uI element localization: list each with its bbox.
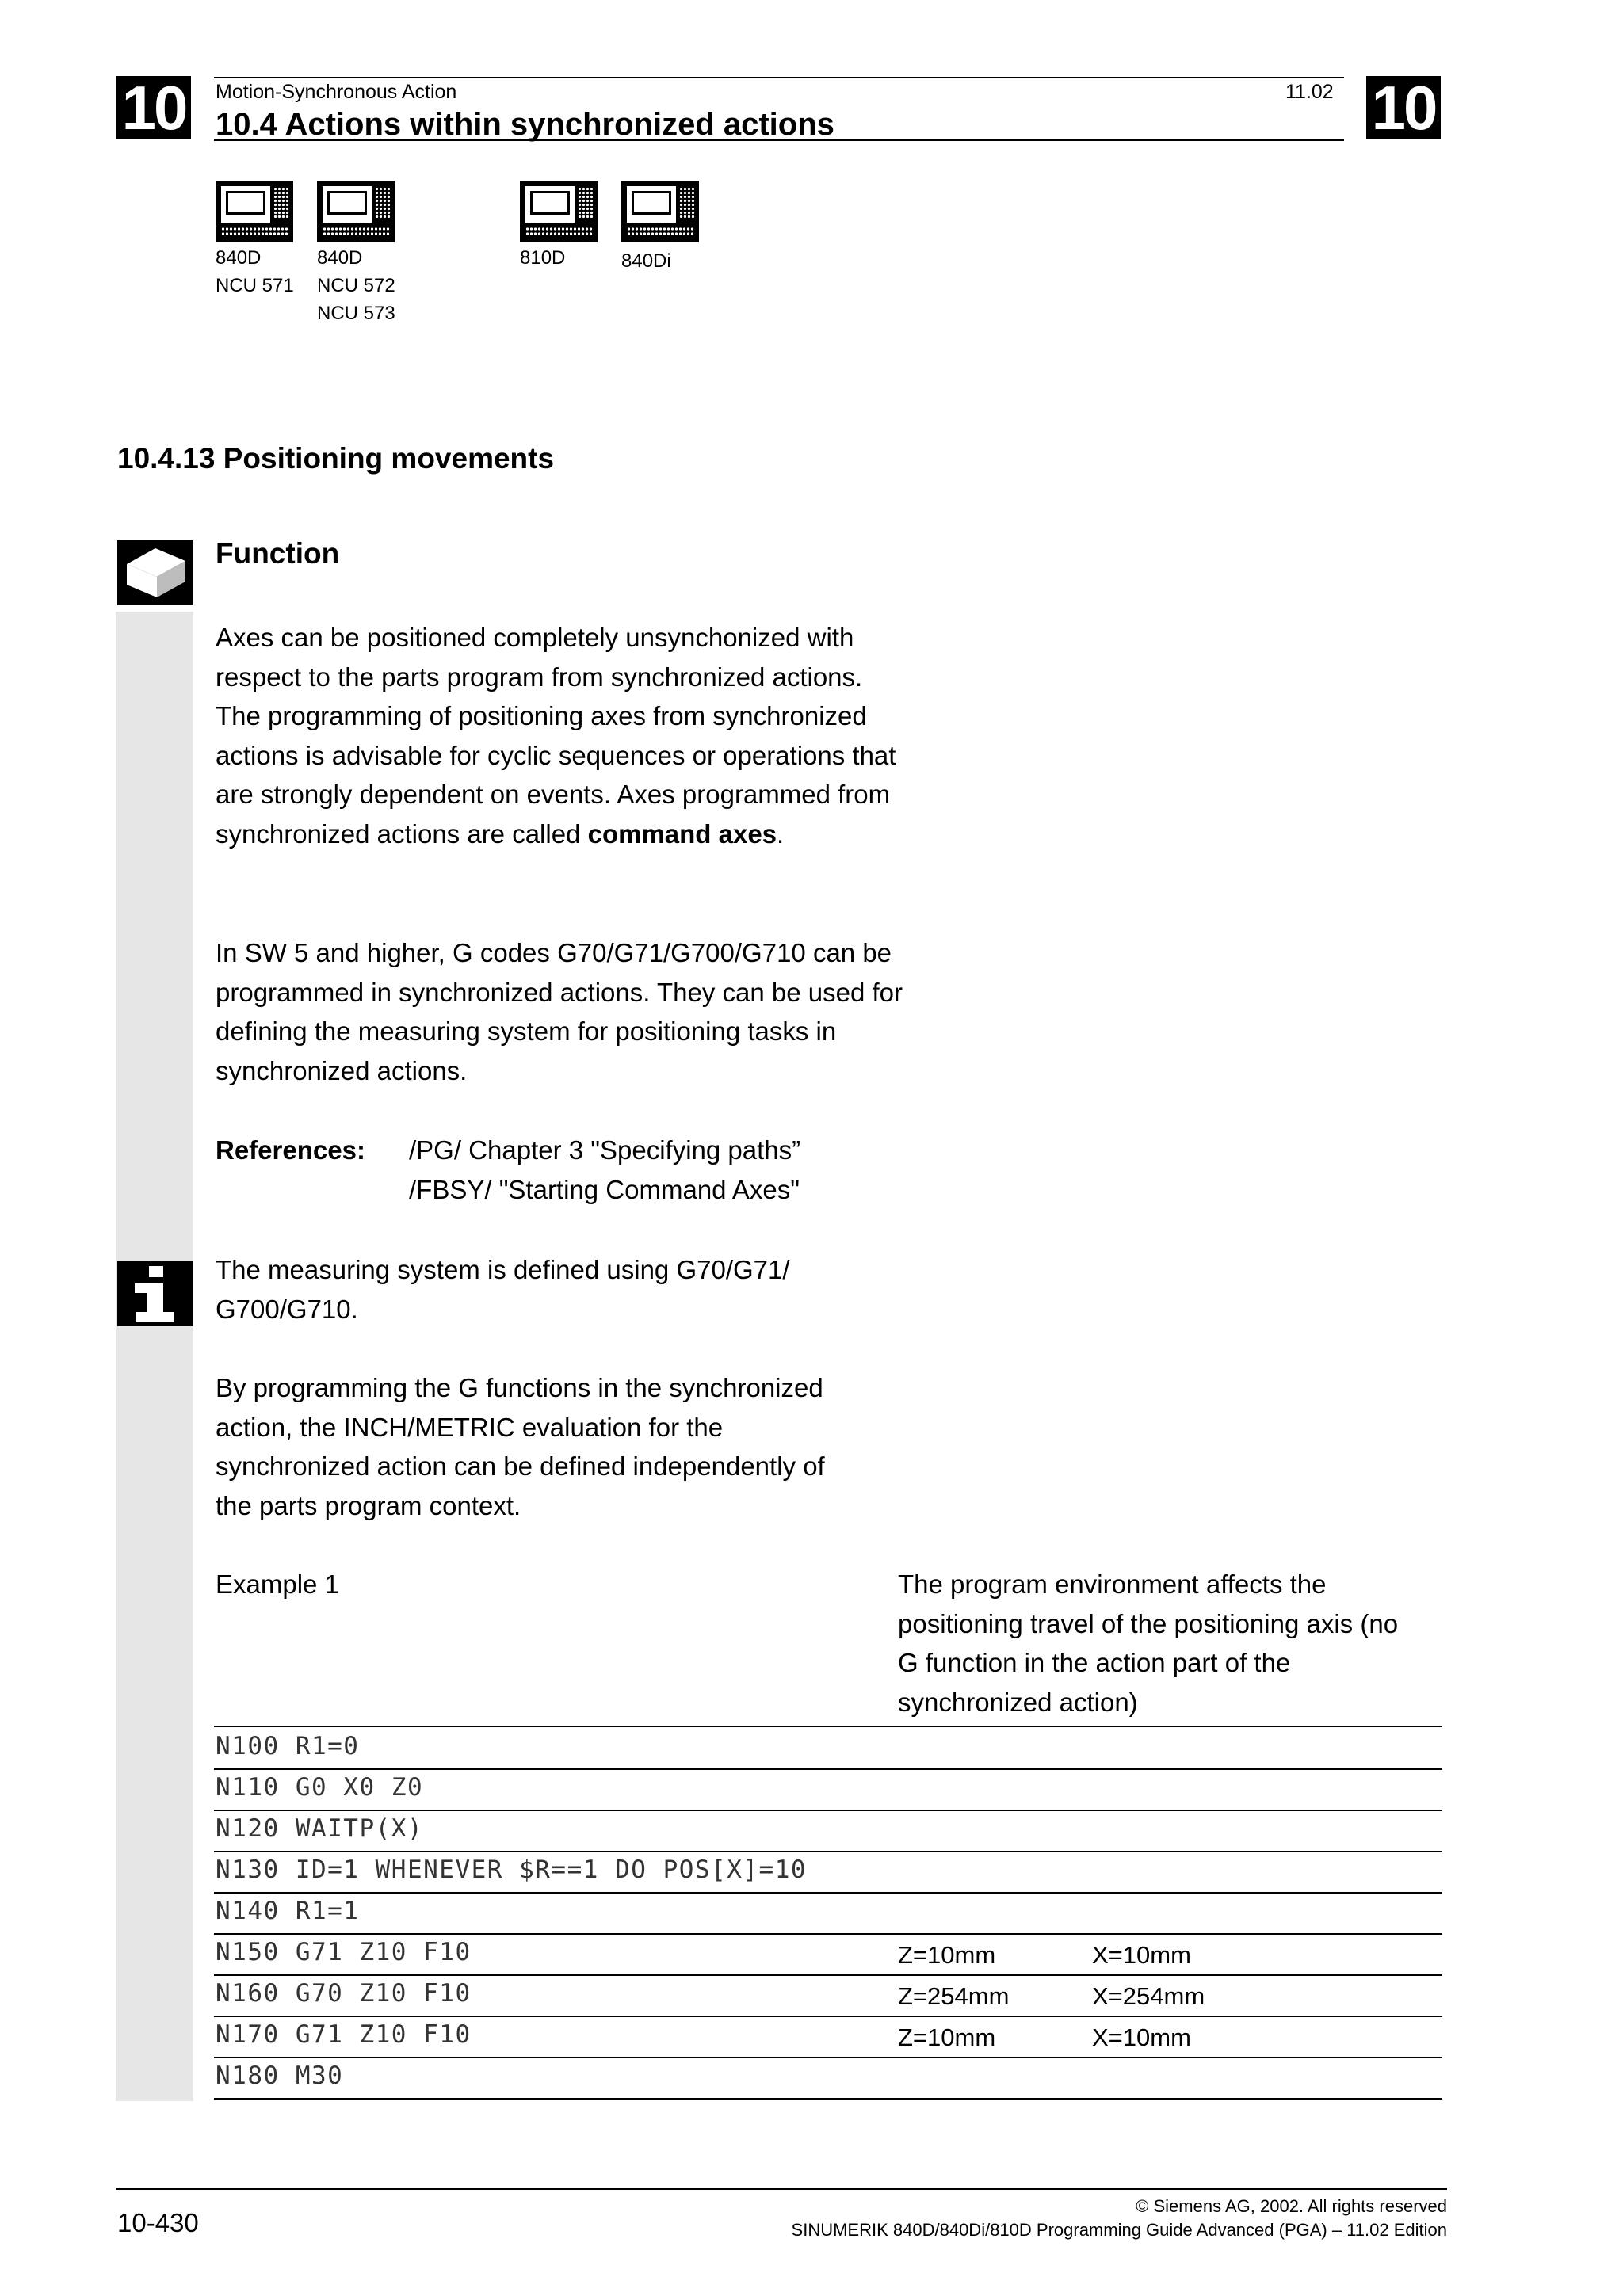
paragraph-text: Axes can be positioned completely unsynchonized with respect to the parts program from synchronized actions. The programming of positioning axes from synchronized actions is advisable for cyclic sequences or operations that are strongly dependent on events. Axes programmed from synchronized actions are called	[216, 623, 896, 849]
code-row	[214, 1768, 1442, 1811]
example-note: The program environment affects the positioning travel of the positioning axis (no G function in the action part of the synchronized action)	[898, 1569, 1399, 1717]
control-label-840d-ncu571: 840D NCU 571	[216, 247, 294, 296]
code-line: N130 ID=1 WHENEVER $R==1 DO POS[X]=10	[216, 1855, 808, 1884]
code-row	[214, 1892, 1442, 1935]
code-row	[214, 1810, 1442, 1852]
code-line: N180 M30	[216, 2061, 344, 2090]
reference-paths: /PG/ Chapter 3 "Specifying paths”	[409, 1135, 801, 1165]
control-panel-icon	[621, 181, 699, 242]
control-panel-icon	[216, 181, 293, 242]
paragraph-command-axes	[216, 618, 913, 853]
code-line: N150 G71 Z10 F10	[216, 1938, 472, 1966]
code-line: N120 WAITP(X)	[216, 1814, 424, 1843]
example-label: Example 1	[216, 1569, 339, 1599]
paragraph-end: .	[777, 818, 785, 849]
info-paragraph-measuring-system: The measuring system is defined using G70/G71/ G700/G710.	[216, 1255, 790, 1324]
references-label: References:	[216, 1135, 365, 1165]
footer-rule	[116, 2188, 1447, 2190]
x-result: X=10mm	[1092, 1941, 1191, 1969]
code-row	[214, 1933, 1442, 1976]
section-heading: 10.4.13 Positioning movements	[117, 442, 555, 475]
info-icon	[117, 1261, 193, 1326]
page-title: 10.4 Actions within synchronized actions	[216, 107, 834, 142]
copyright: © Siemens AG, 2002. All rights reserved	[1136, 2196, 1447, 2216]
control-panel-icon	[317, 181, 395, 242]
code-line: N170 G71 Z10 F10	[216, 2020, 472, 2049]
chapter-number-left: 10	[116, 76, 191, 139]
bold-term: command axes	[587, 818, 777, 849]
header-top-rule	[214, 77, 1344, 78]
z-result: Z=10mm	[898, 2023, 996, 2051]
code-line: N160 G70 Z10 F10	[216, 1979, 472, 2008]
control-label-810d: 810D	[520, 247, 566, 269]
code-line: N100 R1=0	[216, 1732, 360, 1760]
paragraph-g-codes: In SW 5 and higher, G codes G70/G71/G700/G710 can be programmed in synchronized actions. They can be used for defining the measuring system for positioning tasks in synchronized actions.	[216, 938, 903, 1085]
header-edition: 11.02	[1285, 81, 1334, 103]
control-label-840d-ncu572: 840D NCU 572 NCU 573	[317, 247, 395, 324]
code-row	[214, 1727, 1442, 1770]
info-paragraph-inch-metric: By programming the G functions in the synchronized action, the INCH/METRIC evaluation for the synchronized action can be defined independently of the parts program context.	[216, 1373, 825, 1520]
function-heading: Function	[216, 537, 340, 570]
chapter-number-right: 10	[1366, 76, 1441, 139]
control-panel-icon	[520, 181, 598, 242]
page-number: 10-430	[117, 2208, 199, 2237]
header-section-name: Motion-Synchronous Action	[216, 81, 457, 103]
code-row	[214, 1851, 1442, 1894]
code-line: N110 G0 X0 Z0	[216, 1773, 424, 1802]
code-row	[214, 2057, 1442, 2100]
document-title: SINUMERIK 840D/840Di/810D Programming Guide Advanced (PGA) – 11.02 Edition	[791, 2220, 1447, 2240]
function-cube-icon	[117, 540, 193, 605]
x-result: X=10mm	[1092, 2023, 1191, 2051]
reference-command-axes: /FBSY/ "Starting Command Axes"	[409, 1175, 800, 1204]
z-result: Z=254mm	[898, 1982, 1010, 2010]
z-result: Z=10mm	[898, 1941, 996, 1969]
control-label-840di: 840Di	[621, 250, 671, 272]
code-row	[214, 2016, 1442, 2058]
code-row	[214, 1974, 1442, 2017]
code-line: N140 R1=1	[216, 1897, 360, 1925]
x-result: X=254mm	[1092, 1982, 1205, 2010]
margin-bar	[116, 612, 193, 2101]
